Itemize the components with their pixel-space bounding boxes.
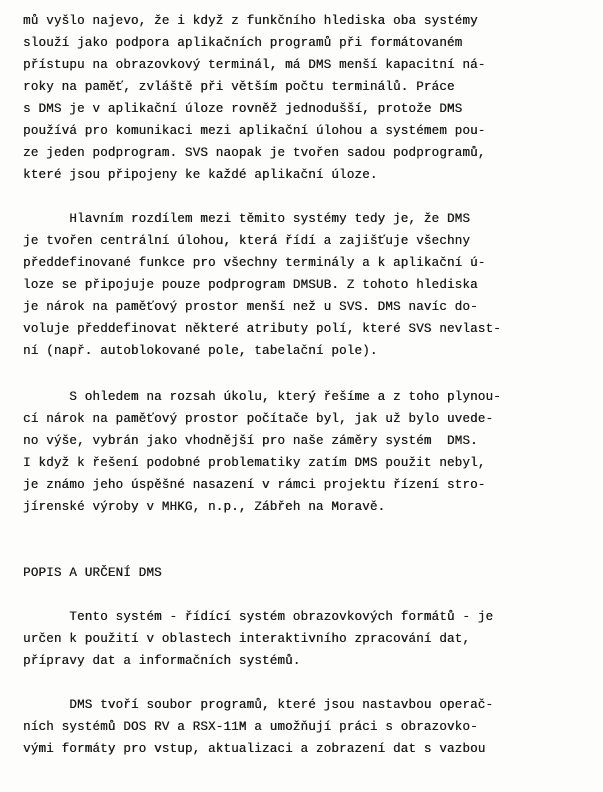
text-line: S ohledem na rozsah úkolu, který řešíme a z toho plynou- [23,390,501,404]
text-line: používá pro komunikaci mezi aplikační úlohou a systémem pou- [23,124,486,138]
text-line: mů vyšlo najevo, že i když z funkčního hlediska oba systémy [23,14,478,28]
text-line: cí nárok na paměťový prostor počítače byl, jak už bylo uvede- [23,412,494,426]
text-line: s DMS je v aplikační úloze rovněž jednodušší, protože DMS [23,102,463,116]
text-line: jírenské výroby v MHKG, n.p., Zábřeh na Moravě. [23,500,386,514]
text-line: předdefinované funkce pro všechny terminály a k aplikační ú- [23,256,486,270]
text-line: voluje předdefinovat některé atributy polí, které SVS nevlast- [23,322,501,336]
text-line: no výše, vybrán jako vhodnější pro naše záměry systém DMS. [23,434,478,448]
text-line: určen k použití v oblastech interaktivního zpracování dat, [23,632,471,646]
text-line: loze se připojuje pouze podprogram DMSUB. Z tohoto hlediska [23,278,478,292]
text-line: slouží jako podpora aplikačních programů při formátovaném [23,36,463,50]
text-line: Hlavním rozdílem mezi těmito systémy tedy je, že DMS [23,212,471,226]
text-line: přípravy dat a informačních systémů. [23,654,301,668]
text-line: je známo jeho úspěšné nasazení v rámci projektu řízení stro- [23,478,486,492]
text-line: ze jeden podprogram. SVS naopak je tvořen sadou podprogramů, [23,146,486,160]
section-heading: POPIS A URČENÍ DMS [23,566,162,580]
text-line: vými formáty pro vstup, aktualizaci a zobrazení dat s vazbou [23,742,486,756]
text-line: I když k řešení podobné problematiky zatím DMS použit nebyl, [23,456,486,470]
text-line: které jsou připojeny ke každé aplikační úloze. [23,168,378,182]
text-line: ní (např. autoblokované pole, tabelační pole). [23,344,378,358]
text-line: ních systémů DOS RV a RSX-11M a umožňují práci s obrazovko- [23,720,478,734]
text-line: je nárok na paměťový prostor menší než u SVS. DMS navíc do- [23,300,478,314]
text-line: je tvořen centrální úlohou, která řídí a zajišťuje všechny [23,234,471,248]
text-line: roky na paměť, zvláště při větším počtu terminálů. Práce [23,80,455,94]
text-line: přístupu na obrazovkový terminál, má DMS menší kapacitní ná- [23,58,486,72]
text-line: Tento systém - řídící systém obrazovkových formátů - je [23,610,494,624]
text-line: DMS tvoří soubor programů, které jsou nastavbou operač- [23,698,494,712]
